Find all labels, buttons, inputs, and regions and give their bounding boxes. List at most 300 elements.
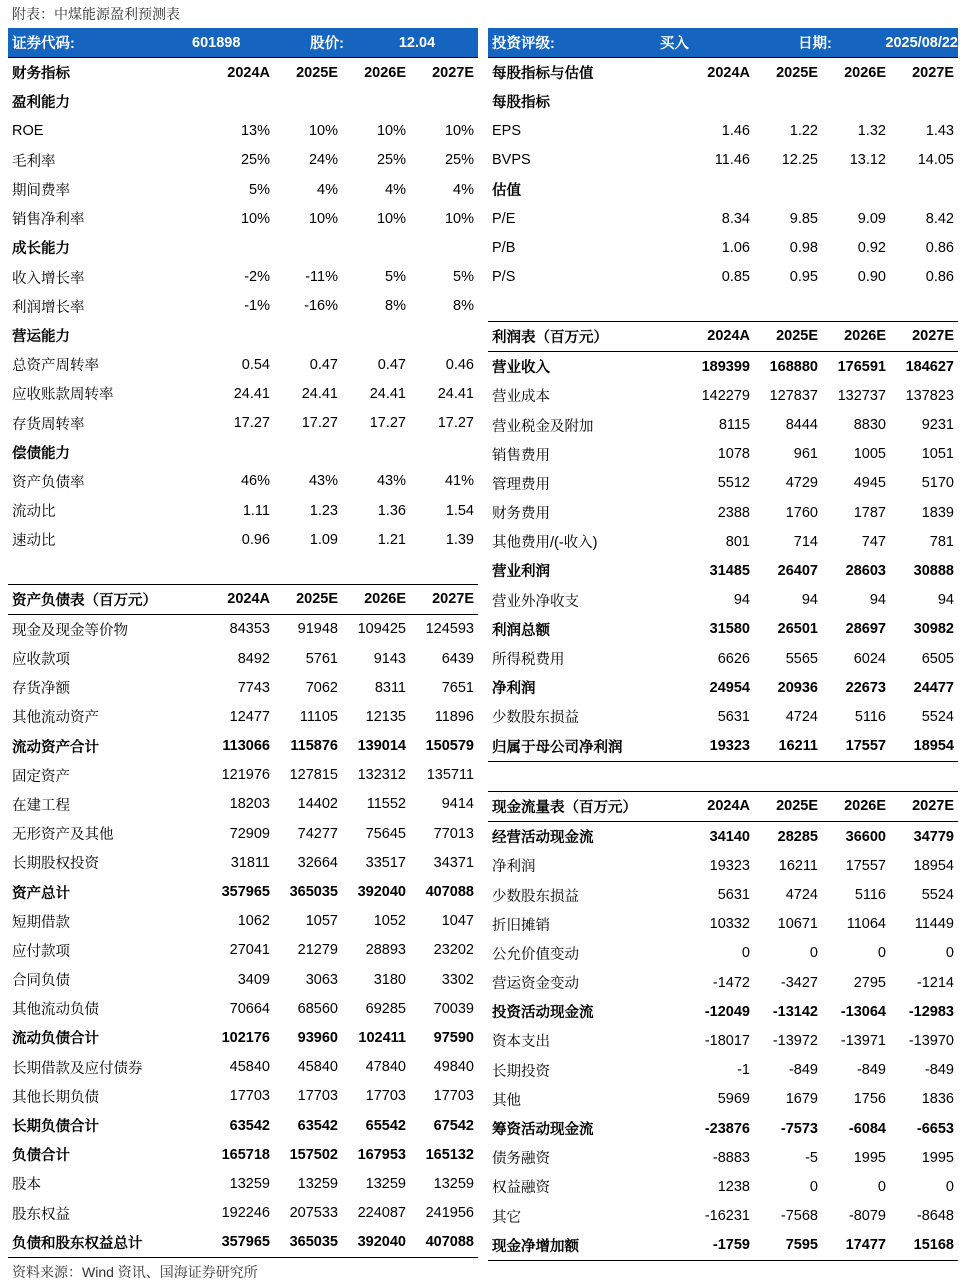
row-label: 少数股东损益	[492, 710, 579, 727]
cell-value: 132312	[357, 767, 406, 784]
cell-value: 94	[869, 592, 886, 609]
cell-value: 365035	[289, 884, 338, 901]
group-label: 每股指标	[492, 95, 550, 112]
cell-value: 407088	[425, 1234, 474, 1251]
cell-value: 9143	[373, 650, 406, 667]
row-label: 应收款项	[12, 652, 70, 669]
cell-value: 0.86	[925, 239, 954, 256]
cell-value: 9.85	[789, 210, 818, 227]
table-row	[488, 1172, 958, 1201]
cell-value: 69285	[365, 1000, 406, 1017]
cell-value: 0	[809, 945, 818, 962]
cell-value: 22673	[845, 679, 886, 696]
cell-value: 24.41	[437, 385, 474, 402]
cell-value: 8.34	[721, 210, 750, 227]
cell-value: 28285	[777, 828, 818, 845]
cell-value: 184627	[905, 358, 954, 375]
cell-value: 1995	[853, 1149, 886, 1166]
cell-value: 781	[929, 533, 954, 550]
table-row	[488, 673, 958, 702]
cell-value: 8492	[237, 650, 270, 667]
row-label: 归属于母公司净利润	[492, 739, 623, 756]
row-label: 折旧摊销	[492, 917, 550, 934]
row-label: ROE	[12, 123, 44, 140]
table-row	[488, 644, 958, 673]
cell-value: -13972	[772, 1032, 818, 1049]
cell-value: 1679	[785, 1091, 818, 1108]
rating-label: 投资评级:	[492, 36, 555, 53]
cell-value: 6439	[441, 650, 474, 667]
row-label: 总资产周转率	[12, 358, 99, 375]
cell-value: 25%	[240, 152, 270, 169]
cell-value: 2795	[853, 974, 886, 991]
table-row	[8, 263, 478, 292]
row-label: 经营活动现金流	[492, 830, 594, 847]
year-label: 2027E	[432, 591, 474, 608]
cell-value: 8115	[718, 417, 750, 434]
cell-value: 74277	[297, 825, 338, 842]
cell-value: -13971	[840, 1032, 886, 1049]
cell-value: -6653	[916, 1120, 954, 1137]
cell-value: -18017	[704, 1032, 750, 1049]
cell-value: 5524	[921, 708, 954, 725]
cell-value: 6024	[853, 650, 886, 667]
table-row	[8, 1082, 478, 1111]
cell-value: 68560	[297, 1000, 338, 1017]
financial-indicators-header	[8, 57, 478, 87]
year-label: 2026E	[364, 64, 406, 81]
row-label: 净利润	[492, 859, 536, 876]
cell-value: 1.32	[857, 123, 886, 140]
cell-value: -1472	[712, 974, 750, 991]
cell-value: 41%	[444, 473, 474, 490]
cell-value: 1238	[717, 1178, 750, 1195]
table-row	[488, 586, 958, 615]
cell-value: 0.86	[925, 269, 954, 286]
row-label: 流动比	[12, 504, 56, 521]
cell-value: 224087	[357, 1205, 406, 1222]
cell-value: 17703	[229, 1088, 270, 1105]
cell-value: 24.41	[233, 385, 270, 402]
cell-value: 20936	[777, 679, 818, 696]
cell-value: -5	[805, 1149, 818, 1166]
row-label: 其他流动资产	[12, 710, 99, 727]
table-row	[488, 1202, 958, 1231]
cell-value: 1760	[785, 504, 818, 521]
table-row	[8, 292, 478, 321]
cell-value: 34371	[433, 854, 474, 871]
cell-value: 1.46	[721, 123, 750, 140]
cell-value: 3409	[237, 971, 270, 988]
table-row	[8, 467, 478, 496]
cell-value: 34140	[709, 828, 750, 845]
table-row	[8, 1053, 478, 1082]
cell-value: 1052	[373, 913, 406, 930]
cell-value: 11896	[434, 708, 474, 725]
cell-value: 12477	[229, 708, 270, 725]
page-title: 附表：中煤能源盈利预测表	[12, 6, 180, 22]
cell-value: 5116	[854, 887, 886, 904]
financial-indicators-title: 财务指标	[12, 66, 70, 83]
cell-value: 0	[945, 1178, 954, 1195]
table-row	[488, 204, 958, 233]
group-label: 估值	[492, 183, 521, 200]
cell-value: 13%	[240, 123, 270, 140]
row-label: 流动资产合计	[12, 739, 99, 756]
income-statement-title: 利润表（百万元）	[492, 329, 608, 346]
per-share-header	[488, 57, 958, 87]
cell-value: 5512	[717, 475, 750, 492]
cell-value: 0	[877, 1178, 886, 1195]
cell-value: 1.06	[721, 239, 750, 256]
cell-value: 28697	[845, 621, 886, 638]
row-label: 利润总额	[492, 622, 550, 639]
cell-value: 17703	[433, 1088, 474, 1105]
table-row	[8, 117, 478, 146]
cell-value: -13064	[840, 1003, 886, 1020]
cell-value: 30888	[913, 562, 954, 579]
row-label: 营业成本	[492, 389, 550, 406]
cell-value: 135711	[426, 767, 474, 784]
row-label: 无形资产及其他	[12, 827, 114, 844]
cell-value: -23876	[704, 1120, 750, 1137]
cell-value: -849	[924, 1062, 954, 1079]
group-label: 偿债能力	[12, 445, 70, 462]
cell-value: 31485	[709, 562, 750, 579]
table-row	[488, 527, 958, 556]
cell-value: 9231	[921, 417, 954, 434]
cell-value: 1.36	[377, 502, 406, 519]
cell-value: -3427	[780, 974, 818, 991]
cell-value: 15168	[913, 1237, 954, 1254]
table-row	[488, 469, 958, 498]
year-label: 2026E	[844, 798, 886, 815]
row-label: 其他费用/(-收入)	[492, 535, 598, 552]
cell-value: 3063	[305, 971, 338, 988]
table-row	[488, 702, 958, 731]
cell-value: 142279	[701, 387, 750, 404]
cell-value: 8311	[374, 679, 406, 696]
row-label: 现金净增加额	[492, 1238, 579, 1255]
spacer	[488, 762, 958, 791]
cell-value: 19323	[709, 857, 750, 874]
year-label: 2025E	[296, 591, 338, 608]
cell-value: 17557	[845, 857, 886, 874]
cell-value: 31811	[230, 854, 270, 871]
cell-value: 5%	[249, 181, 270, 198]
table-row	[488, 732, 958, 762]
table-row	[8, 761, 478, 790]
cell-value: -849	[856, 1062, 886, 1079]
cell-value: 113066	[222, 738, 270, 755]
cell-value: 75645	[365, 825, 406, 842]
cell-value: 961	[793, 446, 818, 463]
year-label: 2025E	[776, 328, 818, 345]
cell-value: 1.54	[445, 502, 474, 519]
cell-value: -11%	[305, 269, 338, 286]
cell-value: 10%	[376, 123, 406, 140]
cell-value: 1.43	[925, 123, 954, 140]
table-row	[8, 1169, 478, 1198]
cell-value: 10%	[376, 210, 406, 227]
year-label: 2024A	[227, 591, 270, 608]
cell-value: 18203	[229, 796, 270, 813]
cell-value: -13142	[772, 1003, 818, 1020]
table-row	[488, 880, 958, 909]
cell-value: -13970	[908, 1032, 954, 1049]
cell-value: 0.90	[857, 269, 886, 286]
cell-value: 6626	[717, 650, 750, 667]
cell-value: 127815	[289, 767, 338, 784]
cell-value: 0	[741, 945, 750, 962]
group-header	[8, 233, 478, 262]
cell-value: 4%	[453, 181, 474, 198]
cell-value: -6084	[848, 1120, 886, 1137]
table-row	[488, 1026, 958, 1055]
row-label: 投资活动现金流	[492, 1005, 594, 1022]
cell-value: 16211	[778, 857, 818, 874]
row-label: 应收账款周转率	[12, 387, 114, 404]
cell-value: 7062	[305, 679, 338, 696]
cell-value: 5524	[921, 887, 954, 904]
cell-value: 0.47	[377, 356, 406, 373]
cell-value: 18954	[913, 857, 954, 874]
cell-value: 77013	[433, 825, 474, 842]
table-row	[488, 1231, 958, 1261]
cell-value: 18954	[913, 738, 954, 755]
cell-value: 23202	[433, 942, 474, 959]
row-label: 期间费率	[12, 183, 70, 200]
cell-value: 5116	[854, 708, 886, 725]
cell-value: -8079	[848, 1208, 886, 1225]
cell-value: 5969	[717, 1091, 750, 1108]
cell-value: 24%	[308, 152, 338, 169]
row-label: 其他流动负债	[12, 1002, 99, 1019]
table-row	[488, 968, 958, 997]
cell-value: 17477	[845, 1237, 886, 1254]
row-label: 在建工程	[12, 797, 70, 814]
row-label: 销售费用	[492, 447, 550, 464]
cell-value: 1.09	[309, 531, 338, 548]
row-label: 利润增长率	[12, 299, 85, 316]
row-label: P/B	[492, 239, 516, 256]
group-label: 营运能力	[12, 328, 70, 345]
cell-value: 0	[809, 1178, 818, 1195]
table-row	[8, 350, 478, 379]
table-row	[8, 1023, 478, 1052]
cell-value: 109425	[357, 621, 406, 638]
left-panel	[8, 28, 478, 1258]
per-share-title: 每股指标与估值	[492, 66, 594, 83]
cell-value: 24.41	[301, 385, 338, 402]
cell-value: 10%	[308, 210, 338, 227]
balance-sheet-title: 资产负债表（百万元）	[12, 592, 157, 609]
cell-value: 139014	[357, 738, 406, 755]
cell-value: 8444	[785, 417, 818, 434]
cell-value: 4729	[785, 475, 818, 492]
year-label: 2024A	[707, 64, 750, 81]
cell-value: 28603	[845, 562, 886, 579]
table-row	[8, 379, 478, 408]
cell-value: 17703	[297, 1088, 338, 1105]
cell-value: 1.22	[789, 123, 818, 140]
cell-value: 127837	[769, 387, 818, 404]
row-label: 短期借款	[12, 914, 70, 931]
table-row	[488, 615, 958, 644]
cell-value: 365035	[289, 1234, 338, 1251]
row-label: 现金及现金等价物	[12, 622, 128, 639]
cell-value: 14402	[297, 796, 338, 813]
table-row	[488, 822, 958, 851]
cell-value: 0.98	[789, 239, 818, 256]
cell-value: 70664	[229, 1000, 270, 1017]
row-label: 长期负债合计	[12, 1119, 99, 1136]
row-label: 其他	[492, 1092, 521, 1109]
row-label: 管理费用	[492, 476, 550, 493]
row-label: 长期投资	[492, 1063, 550, 1080]
cell-value: 24954	[709, 679, 750, 696]
row-label: 营业利润	[492, 564, 550, 581]
year-label: 2025E	[776, 798, 818, 815]
cell-value: 8.42	[925, 210, 954, 227]
cell-value: 150579	[425, 738, 474, 755]
cell-value: 124593	[425, 621, 474, 638]
row-label: 速动比	[12, 533, 56, 550]
year-label: 2027E	[432, 64, 474, 81]
spacer	[8, 554, 478, 583]
row-label: 负债和股东权益总计	[12, 1235, 143, 1252]
cell-value: 0.92	[857, 239, 886, 256]
row-label: 营业税金及附加	[492, 418, 594, 435]
cell-value: 4945	[853, 475, 886, 492]
cell-value: 167953	[357, 1146, 406, 1163]
cell-value: 47840	[365, 1059, 406, 1076]
cell-value: 13.12	[849, 152, 886, 169]
row-label: 营运资金变动	[492, 976, 579, 993]
cell-value: 13259	[433, 1175, 474, 1192]
cell-value: 392040	[357, 884, 406, 901]
table-row	[488, 233, 958, 262]
cell-value: 0.46	[445, 356, 474, 373]
row-label: 资产负债率	[12, 474, 85, 491]
row-label: 其它	[492, 1209, 521, 1226]
row-label: 存货周转率	[12, 416, 85, 433]
cell-value: 1005	[853, 446, 886, 463]
row-label: 收入增长率	[12, 270, 85, 287]
table-row	[8, 175, 478, 204]
cell-value: 189399	[701, 358, 750, 375]
cell-value: 93960	[297, 1029, 338, 1046]
cell-value: -2%	[244, 269, 270, 286]
table-row	[8, 936, 478, 965]
cell-value: 5565	[785, 650, 818, 667]
cell-value: 46%	[240, 473, 270, 490]
cell-value: 43%	[376, 473, 406, 490]
cell-value: 17557	[845, 738, 886, 755]
cell-value: 207533	[289, 1205, 338, 1222]
cell-value: 21279	[297, 942, 338, 959]
row-label: 资产总计	[12, 885, 70, 902]
table-row	[8, 673, 478, 702]
group-header	[8, 87, 478, 116]
cell-value: 241956	[425, 1205, 474, 1222]
group-header	[8, 321, 478, 350]
row-label: 应付款项	[12, 943, 70, 960]
price-label: 股价:	[310, 36, 344, 53]
cell-value: 102411	[358, 1029, 406, 1046]
cell-value: 0.47	[309, 356, 338, 373]
cell-value: 17.27	[233, 415, 270, 432]
row-label: 股东权益	[12, 1206, 70, 1223]
cell-value: 714	[793, 533, 818, 550]
cell-value: 63542	[297, 1117, 338, 1134]
row-label: 长期股权投资	[12, 856, 99, 873]
table-row	[8, 965, 478, 994]
year-label: 2025E	[776, 64, 818, 81]
cell-value: 25%	[376, 152, 406, 169]
cell-value: 801	[725, 533, 750, 550]
group-label: 盈利能力	[12, 95, 70, 112]
cell-value: 165718	[221, 1146, 270, 1163]
cell-value: 24477	[913, 679, 954, 696]
source-note: 资料来源：Wind 资讯、国海证券研究所	[12, 1264, 258, 1280]
cell-value: 32664	[297, 854, 338, 871]
cell-value: 357965	[221, 884, 270, 901]
cell-value: 102176	[221, 1029, 270, 1046]
cell-value: 11552	[366, 796, 406, 813]
cell-value: 2388	[717, 504, 750, 521]
table-row	[488, 263, 958, 292]
cell-value: 91948	[297, 621, 338, 638]
row-label: 净利润	[492, 681, 536, 698]
cell-value: -16%	[304, 298, 338, 315]
cash-flow-header	[488, 791, 958, 822]
cell-value: 8%	[385, 298, 406, 315]
cell-value: 157502	[289, 1146, 338, 1163]
cell-value: 0	[945, 945, 954, 962]
table-row	[488, 997, 958, 1026]
cell-value: 4724	[785, 708, 818, 725]
cell-value: 10%	[240, 210, 270, 227]
cell-value: 34779	[913, 828, 954, 845]
cell-value: 72909	[229, 825, 270, 842]
cell-value: 1839	[921, 504, 954, 521]
row-label: 所得税费用	[492, 652, 565, 669]
code-label: 证券代码:	[12, 36, 75, 53]
cell-value: 0	[877, 945, 886, 962]
table-row	[488, 440, 958, 469]
cell-value: 36600	[845, 828, 886, 845]
cell-value: 3302	[441, 971, 474, 988]
cell-value: 5170	[921, 475, 954, 492]
table-row	[488, 381, 958, 410]
cell-value: 0.95	[789, 269, 818, 286]
cell-value: 392040	[357, 1234, 406, 1251]
income-statement-header	[488, 321, 958, 352]
table-row	[488, 1114, 958, 1143]
row-label: 财务费用	[492, 506, 550, 523]
cell-value: 70039	[433, 1000, 474, 1017]
cell-value: 7595	[785, 1237, 818, 1254]
group-header	[488, 87, 958, 116]
row-label: 合同负债	[12, 973, 70, 990]
cell-value: 94	[937, 592, 954, 609]
row-label: 筹资活动现金流	[492, 1122, 594, 1139]
row-label: 少数股东损益	[492, 888, 579, 905]
cell-value: -1%	[244, 298, 270, 315]
cell-value: 137823	[905, 387, 954, 404]
cell-value: 7743	[237, 679, 270, 696]
